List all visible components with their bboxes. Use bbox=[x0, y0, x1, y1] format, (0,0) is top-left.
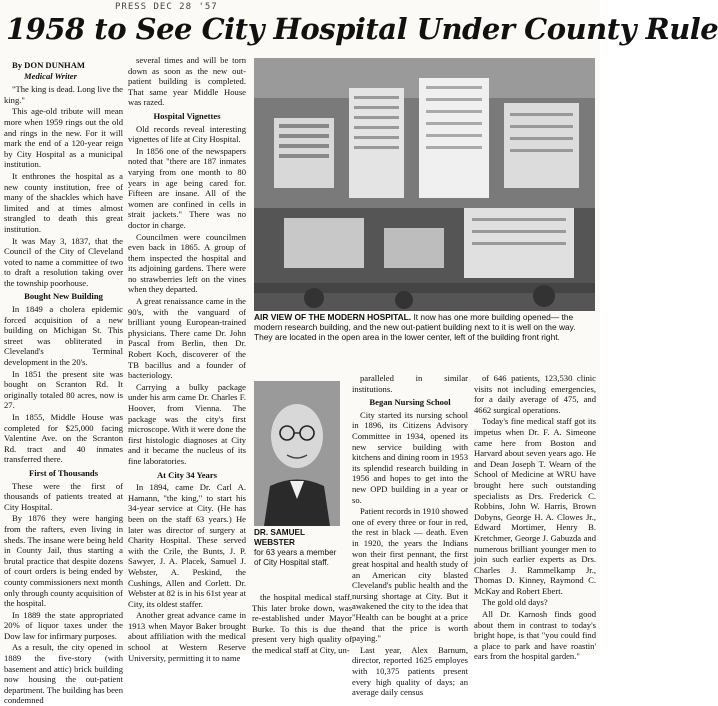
paragraph: City started its nursing school in 1896, its Citizens Advisory Committee in 1934, opened its new service building with kitchens and dining room in 1953 its splendid research building in 1956 and hopes to get into the new OPD building in a year or so. bbox=[352, 409, 468, 505]
aerial-photo-illustration bbox=[254, 58, 595, 311]
paragraph: "The king is dead. Long live the king." bbox=[4, 84, 123, 105]
paragraph: By 1876 they were hanging from the rafters, even living in sheds. The insane were being held in County Jail, thus starting a brutal practice that despite dozens of court orders is being ended by county commissioners next month only through county acquisition of the hospital. bbox=[4, 513, 123, 609]
paragraph: Another great advance came in 1913 when Mayor Baker brought about affiliation with the medical school at Western Reserve University, permitting it to name bbox=[128, 610, 246, 663]
subhead-began-nursing-school: Began Nursing School bbox=[369, 397, 451, 408]
paragraph: In 1855, Middle House was completed for $25,000 facing Valentine Ave. on the Scranton Rd. tract and 40 inmates transferred there. bbox=[4, 412, 123, 465]
aerial-caption-text: It now has one more building opened— the modern research building, and the new out-patient building next to it is well on the way. They are located in the open area in the lower center, left of the building front right. bbox=[254, 312, 576, 343]
article-column-4 bbox=[474, 373, 596, 662]
paragraph: In 1851 the present site was bought on Scranton Rd. It originally totaled 80 acres, now is 27. bbox=[4, 368, 123, 411]
portrait-photo bbox=[254, 381, 340, 526]
paragraph: All Dr. Karnosh finds good about them in contrast to today's bright hope, is that "you could find a place to park and have roastin' ears from the hospital garden." bbox=[474, 609, 596, 662]
portrait-caption-text: for 63 years a member of City Hospital staff. bbox=[254, 548, 337, 567]
subhead-at-city-34-years: At City 34 Years bbox=[156, 469, 218, 480]
paragraph: In 1889 the state appropriated 20% of liquor taxes under the Dow law for infirmary purposes. bbox=[4, 609, 123, 641]
paragraph: In 1856 one of the newspapers noted that "there are 187 inmates varying from one month to 80 years in age being cared for. Fifteen are insane. All of the women are confined in cells in strait jackets." There was no doctor in charge. bbox=[128, 145, 246, 230]
paragraph: Old records reveal interesting vignettes of life at City Hospital. bbox=[128, 123, 246, 145]
paragraph: It was May 3, 1837, that the Council of the City of Cleveland voted to name a committee of two to draft a resolution taking over the township poorhouse. bbox=[4, 235, 123, 288]
subhead-hospital-vignettes: Hospital Vignettes bbox=[153, 110, 221, 121]
paragraph: These were the first of thousands of patients treated at City Hospital. bbox=[4, 480, 123, 512]
paragraph: Carrying a bulky package under his arm came Dr. Charles F. Hoover, from Vienna. The package was the city's first microscope. With it were done the first histologic diagnoses at City and it became the nucleus of its fine laboratories. bbox=[128, 381, 246, 466]
paragraph: As a result, the city opened in 1889 the five-story (with basement and attic) brick building now housing the out-patient department. The building has been condemned bbox=[4, 642, 123, 706]
paragraph: Patient records in 1910 showed one of every three or four in red, the rest in black — death. Even in 1920, the years the Indians won their first pennant, the first great hospital and health study of an American city blasted Cleveland's public health and the nursing shortage at City. But it awakened the city to the idea that "Health can be bought at a price and that the price is worth paying." bbox=[352, 506, 468, 644]
byline-role: Medical Writer bbox=[24, 70, 77, 81]
aerial-caption-title: AIR VIEW OF THE MODERN HOSPITAL. bbox=[254, 312, 412, 322]
article-column-2 bbox=[128, 55, 246, 663]
subhead-first-of-thousands: First of Thousands bbox=[28, 467, 99, 478]
paragraph: In 1894, came Dr. Carl A. Hamann, "the king," to start his 34-year service at City. (He has been on the staff 63 years.) He later was director of surgery at Charity Hospital. These served with the Crile, the Bunts, J. P. Sawyer, J. A. Placek, Samuel J. Webster, A. Peskind, the Cushings, Allen and Corlett. Dr. Webster at 82 is in his 61st year at City, its oldest staffer. bbox=[128, 482, 246, 609]
portrait-illustration bbox=[254, 381, 340, 526]
paragraph: It enthrones the hospital as a new county institution, free of many of the shackles which have limited and at times almost strangled to death this great institution. bbox=[4, 170, 123, 234]
paragraph: This age-old tribute will mean more when 1959 rings out the old and rings in the new. For it will mark the end of a 120-year reign by City Hospital as a municipal institution. bbox=[4, 106, 123, 170]
paragraph: Today's fine medical staff got its impetus when Dr. F. A. Simeone came here from Boston and Harvard about seven years ago. He and Dean Joseph T. Wearn of the School of Medicine at WRU have brought here such outstanding specialists as Drs. Frederick C. Robbins, John W. Harris, Brown Dobyns, George H. A. Clowes Jr., Edward Mortimer, Henry B. Kretchmer, George J. Gabuzda and numerous brilliant younger men to join such earlier experts as Drs. Charles J. Rammelkamp Jr., Thomas D. Kinney, Raymond C. McKay and Robert Ebert. bbox=[474, 416, 596, 596]
paragraph: paralleled in similar institutions. bbox=[352, 373, 468, 394]
portrait-name: DR. SAMUEL WEBSTER bbox=[254, 528, 305, 547]
paragraph: Last year, Alex Barnum, director, reported 1625 employes with 10,375 patients present every high quality of days; an average daily census bbox=[352, 644, 468, 698]
article-column-1 bbox=[4, 58, 123, 706]
paragraph: In 1849 a cholera epidemic forced acquisition of a new building on Michigan St. This street was obliterated in Cleveland's Terminal development in the 20's. bbox=[4, 304, 123, 368]
paragraph: Councilmen were councilmen even back in 1865. A group of them inspected the hospital and its adjoining gardens. There were no strawberries left on the vines when they departed. bbox=[128, 231, 246, 295]
aerial-photo-caption bbox=[254, 312, 595, 343]
byline: By DON DUNHAM bbox=[12, 60, 86, 70]
article-column-3 bbox=[352, 373, 468, 698]
subhead-bought-new-building: Bought New Building bbox=[24, 291, 103, 302]
aerial-photo bbox=[254, 58, 595, 311]
portrait-caption bbox=[254, 528, 344, 568]
paragraph: the hospital medical staff. This later broke down, was re-established under Mayor Burke. To this is due the present very high quality of the medical staff at City, un- bbox=[252, 592, 352, 655]
paragraph: A great renaissance came in the 90's, with the vanguard of brilliant young European-trained physicians. There came Dr. John Pascal from Berlin, then Dr. Robert Koch, discoverer of the TB bacillus and a founder of bacteriology. bbox=[128, 296, 246, 381]
paragraph: The gold old days? bbox=[482, 597, 548, 608]
article-column-5 bbox=[252, 592, 352, 655]
headline: 1958 to See City Hospital Under County Rule bbox=[6, 12, 718, 46]
date-stamp: PRESS DEC 28 '57 bbox=[115, 2, 218, 12]
paragraph: several times and will be torn down as soon as the new out-patient building is completed. That same year Middle House was razed. bbox=[128, 55, 246, 108]
paragraph: of 646 patients, 123,530 clinic visits not including emergencies, for a daily average of 475, and 4662 surgical operations. bbox=[474, 373, 596, 415]
